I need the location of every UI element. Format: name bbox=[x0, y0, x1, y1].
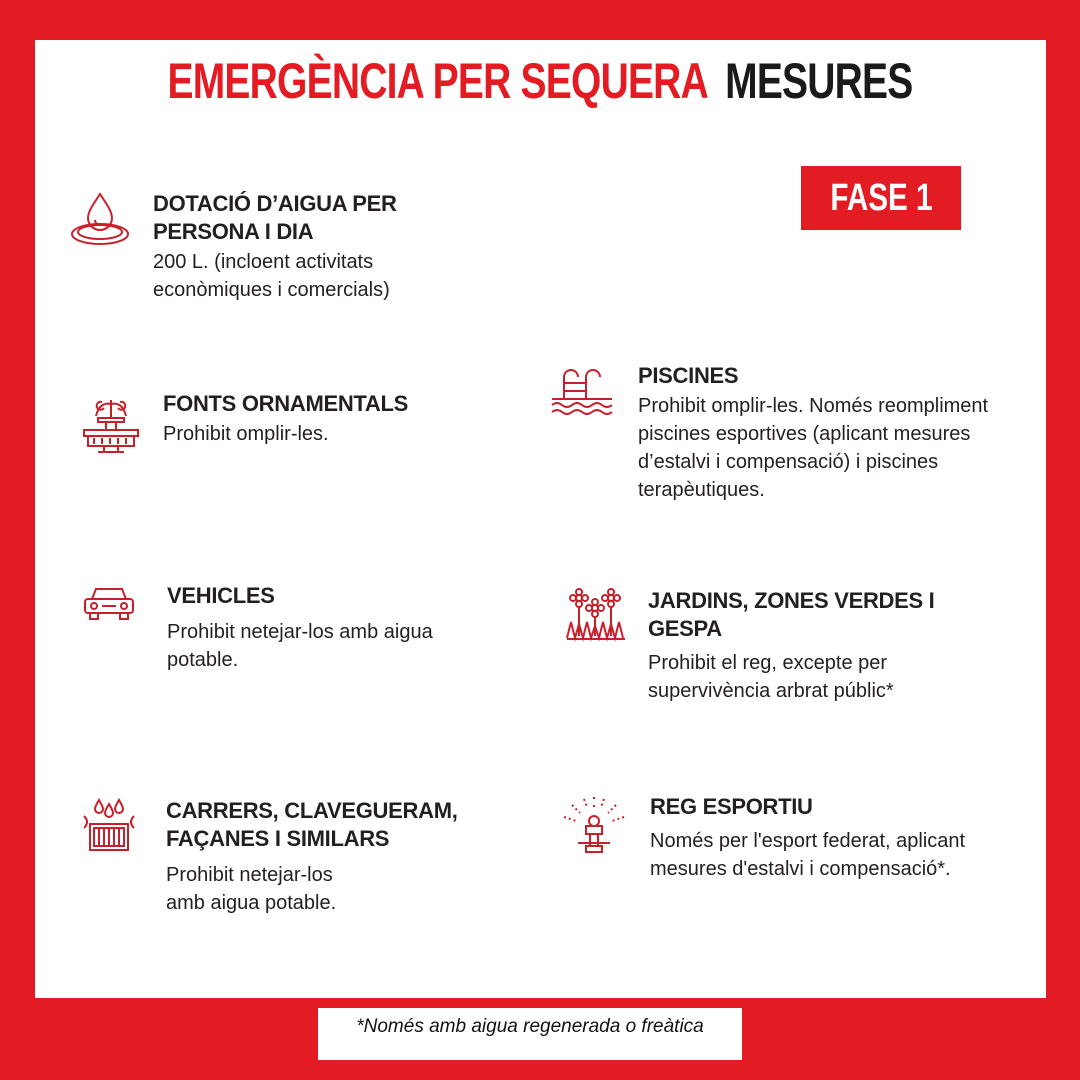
item-text: Prohibit netejar-los amb aigua potable. bbox=[166, 864, 337, 914]
item-title: JARDINS, ZONES VERDES I GESPA bbox=[648, 588, 935, 641]
item-text: Prohibit netejar-los amb aigua potable. bbox=[167, 621, 433, 671]
item-text: Prohibit omplir-les. Només reompliment piscines esportives (aplicant mesures d’estalvi i compensació) i piscines terapèutiques. bbox=[638, 395, 989, 501]
car-icon bbox=[82, 585, 136, 623]
garden-flowers-icon bbox=[565, 588, 627, 642]
item-pools bbox=[638, 362, 1003, 504]
item-vehicles bbox=[167, 582, 497, 674]
fountain-icon bbox=[78, 394, 144, 460]
pool-icon bbox=[550, 365, 614, 415]
item-text: Prohibit omplir-les. bbox=[163, 423, 329, 445]
title-red: EMERGÈNCIA PER SEQUERA bbox=[167, 53, 708, 109]
item-streets bbox=[166, 797, 526, 917]
item-title: FONTS ORNAMENTALS bbox=[163, 391, 409, 416]
item-title: REG ESPORTIU bbox=[650, 794, 813, 819]
street-drain-icon bbox=[80, 798, 138, 854]
item-ornamental-fountains bbox=[163, 390, 483, 448]
item-text: Només per l'esport federat, aplicant mesures d'estalvi i compensació*. bbox=[650, 830, 966, 880]
sprinkler-icon bbox=[562, 795, 626, 857]
item-title: VEHICLES bbox=[167, 583, 275, 608]
item-water-allowance bbox=[153, 190, 453, 304]
title-black: MESURES bbox=[725, 53, 913, 109]
phase-label: FASE 1 bbox=[829, 176, 933, 219]
footnote: *Només amb aigua regenerada o freàtica bbox=[318, 1008, 742, 1060]
item-text: Prohibit el reg, excepte per supervivència arbrat públic* bbox=[648, 652, 894, 702]
page-title bbox=[119, 52, 961, 110]
item-title: DOTACIÓ D’AIGUA PER PERSONA I DIA bbox=[153, 191, 397, 244]
item-gardens bbox=[648, 587, 978, 705]
water-drop-icon bbox=[70, 190, 130, 248]
item-sports-irrigation bbox=[650, 793, 980, 883]
phase-badge bbox=[801, 166, 961, 230]
item-title: PISCINES bbox=[638, 363, 739, 388]
item-title: CARRERS, CLAVEGUERAM, FAÇANES I SIMILARS bbox=[166, 798, 458, 851]
item-text: 200 L. (incloent activitats econòmiques i comercials) bbox=[153, 251, 390, 301]
